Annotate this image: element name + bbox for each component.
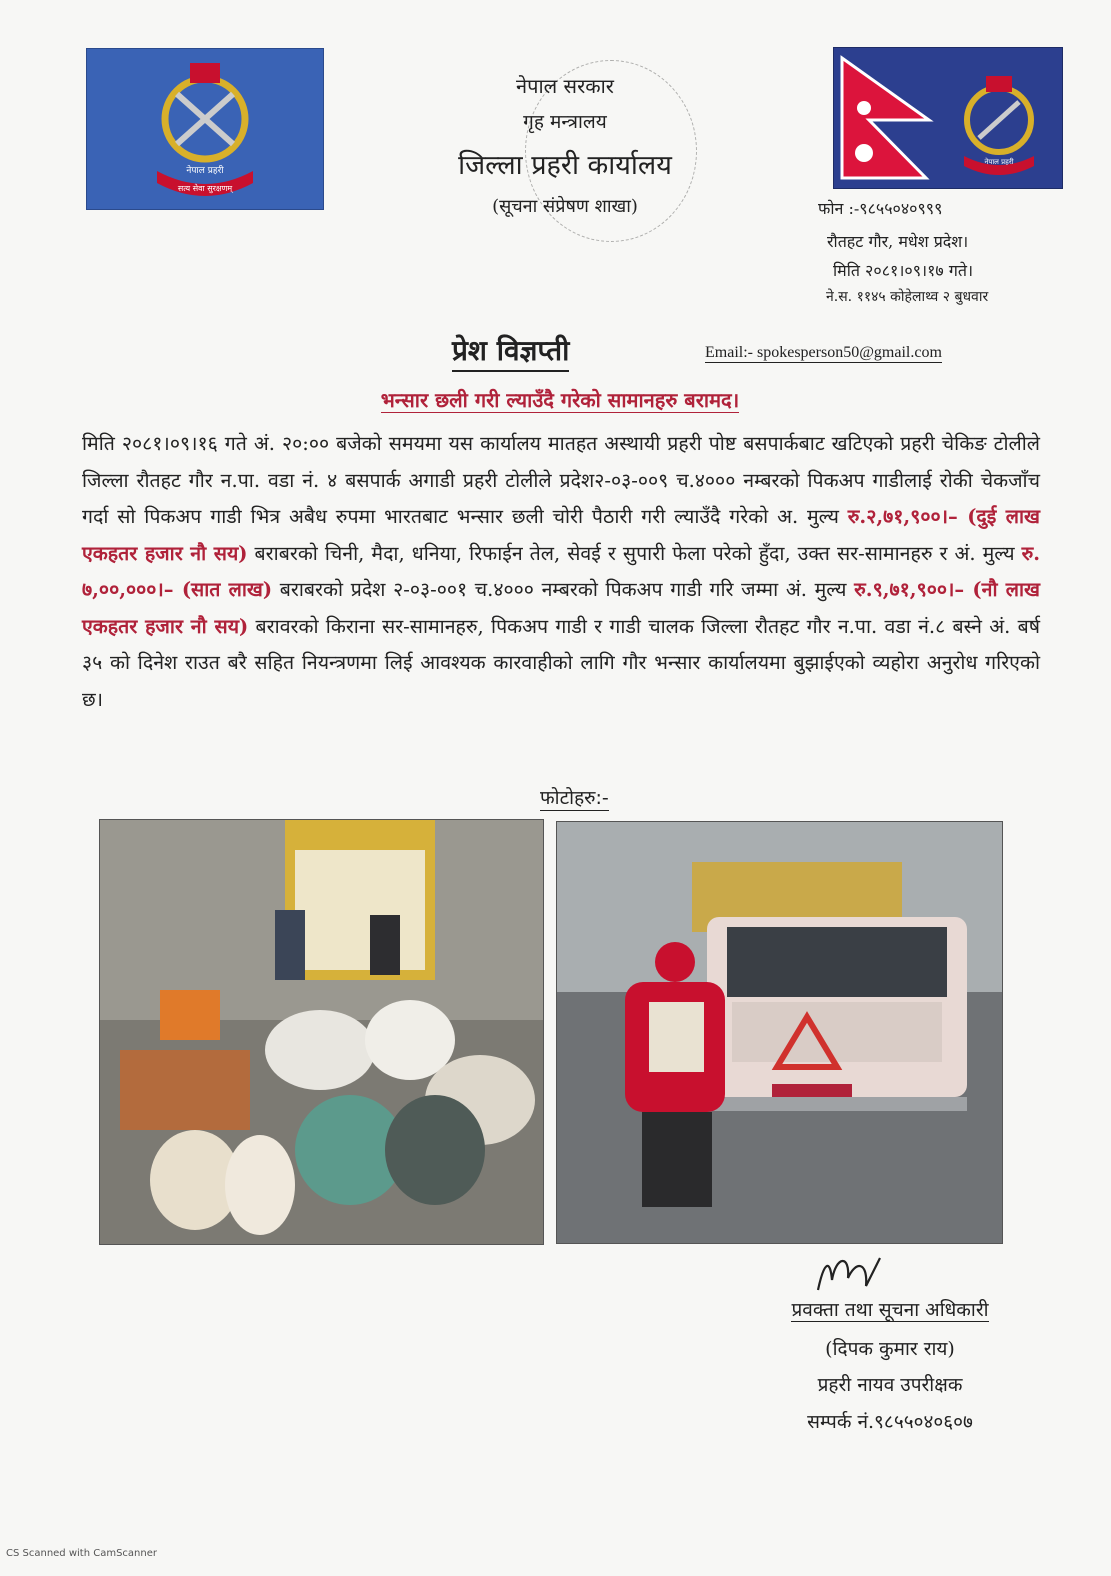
amount-goods: रु.२,७१,९००।– (दुई लाख एकहतर हजार नौ सय) — [82, 505, 1041, 565]
signatory-contact: सम्पर्क नं.९८५५०४०६०७ — [807, 1411, 973, 1433]
headline-text: भन्सार छली गरी ल्याउँदै गरेको सामानहरु बरामद। — [380, 388, 740, 412]
phone-number: फोन :-९८५५०४०९९९ — [818, 199, 943, 218]
scanner-watermark: CS Scanned with CamScanner — [6, 1548, 157, 1559]
photos-label: फोटोहरु:- — [540, 784, 609, 811]
email-address: Email:- spokesperson50@gmail.com — [705, 344, 942, 361]
body-part-2: बराबरको चिनी, मैदा, धनिया, रिफाईन तेल, सेवई र सुपारी फेला परेको हुँदा, उक्त सर-सामानहरु र अं. मुल्य — [247, 541, 1022, 565]
left-logo-text-bottom: सत्य सेवा सुरक्षणम् — [177, 184, 233, 193]
header-line-government: नेपाल सरकार — [516, 74, 614, 98]
nepal-police-flag-left — [86, 48, 324, 210]
headline — [200, 386, 920, 413]
signatory-rank: प्रहरी नायव उपरीक्षक — [817, 1374, 963, 1396]
header-line-office: जिल्ला प्रहरी कार्यालय — [458, 150, 672, 181]
body-part-3: बराबरको प्रदेश २-०३-००१ च.४००० नम्बरको पिकअप गाडी गरि जम्मा अं. मुल्य — [272, 578, 855, 601]
address: रौतहट गौर, मधेश प्रदेश। — [827, 232, 969, 251]
signatory-role-text: प्रवक्ता तथा सूचना अधिकारी — [791, 1299, 989, 1321]
photo-seized-goods — [99, 819, 544, 1245]
signatory-name: (दिपक कुमार राय) — [825, 1338, 955, 1360]
police-emblem-icon — [87, 49, 323, 209]
press-release-body — [82, 426, 1040, 718]
header-line-section: (सूचना संप्रेषण शाखा) — [492, 196, 638, 217]
left-logo-text-top: नेपाल प्रहरी — [186, 166, 224, 176]
page-title: प्रेश विज्ञप्ती — [452, 331, 569, 372]
nepal-flag-police-logo-right — [833, 47, 1063, 189]
body-part-4: बरावरको किराना सर-सामानहरु, पिकअप गाडी र गाडी चालक जिल्ला रौतहट गौर न.पा. वडा नं.८ बस्ने अं. बर्ष ३५ को दिनेश राउत बरै सहित नियन्त्रणमा लिई आवश्यक कारवाहीको लागि गौर भन्सार कार्यालयमा बुझाईएको व्यहोरा अनुरोध गरिएको छ। — [82, 614, 1040, 711]
amount-total: रु.९,७१,९००।– (नौ लाख एकहतर हजार नौ सय) — [82, 578, 1040, 638]
nepal-sambat-date: ने.स. ११४५ कोहेलाथ्व २ बुधवार — [826, 289, 989, 305]
header-line-ministry: गृह मन्त्रालय — [523, 111, 607, 133]
photo-pickup-vehicle-driver — [556, 821, 1003, 1244]
body-part-1: मिति २०८१।०९।१६ गते अं. २०:०० बजेको समयमा यस कार्यालय मातहत अस्थायी प्रहरी पोष्ट बसपार्कबाट खटिएको प्रहरी चेकिङ टोलीले जिल्ला रौतहट गौर न.पा. वडा नं. ४ बसपार्क अगाडी प्रहरी टोलीले प्रदेश२-०३-००९ च.४००० नम्बरको पिकअप गाडीलाई रोकी चेकजाँच गर्दा सो पिकअप गाडी भित्र अबैध रुपमा भारतबाट भन्सार छली चोरी पैठारी गरी ल्याउँदै गरेको अ. मुल्य — [82, 432, 1040, 528]
right-logo-banner-text: नेपाल प्रहरी — [984, 158, 1014, 166]
signature-mark — [810, 1250, 890, 1300]
nepal-flag-icon — [834, 48, 1062, 188]
amount-vehicle: रु. ७,००,०००।– (सात लाख) — [82, 541, 1041, 601]
date: मिति २०८१।०९।१७ गते। — [833, 261, 974, 280]
signatory-role — [740, 1296, 1040, 1322]
